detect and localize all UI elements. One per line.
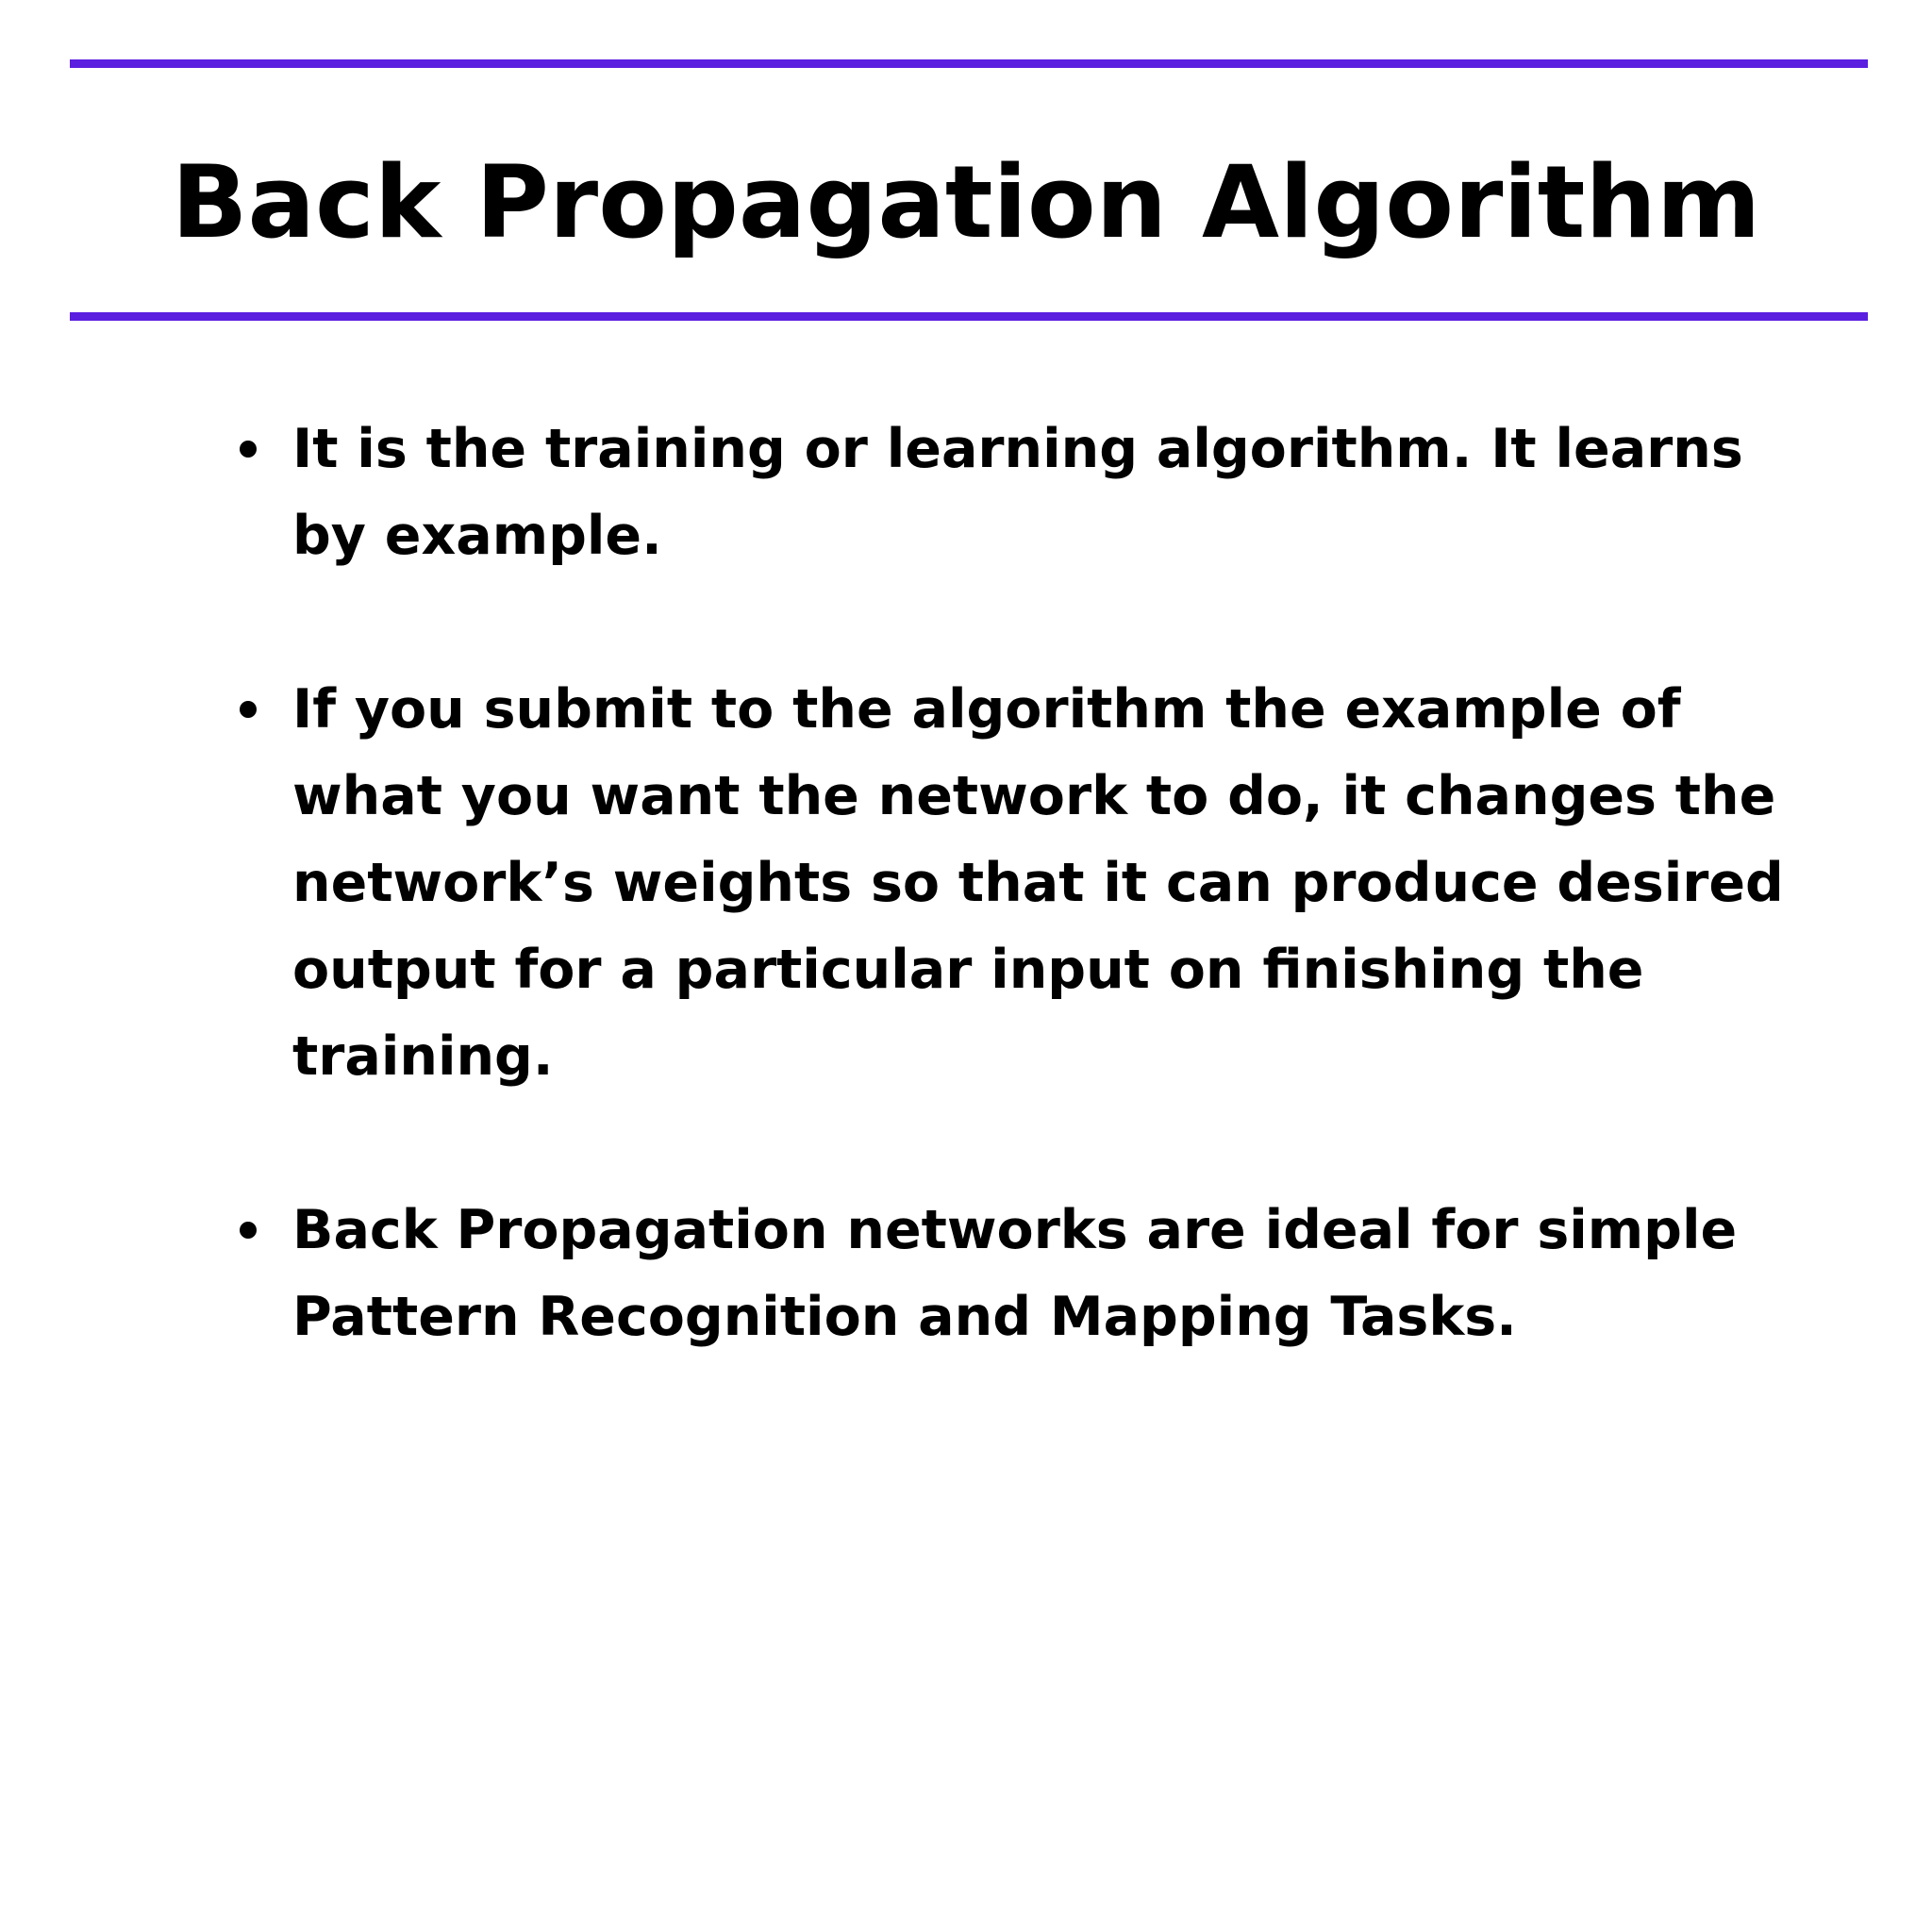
bottom-divider [70,312,1868,321]
list-item [240,406,1787,579]
list-item [240,666,1787,1100]
bullet-dot-icon [240,441,257,458]
page-title: Back Propagation Algorithm [171,144,1761,260]
list-item-text: It is the training or learning algorithm. It learns by example. [292,418,1743,567]
list-item-text: If you submit to the algorithm the example of what you want the network to do, it changes the network’s weights so that it can produce desired output for a particular input on finishing the training. [292,678,1784,1088]
list-item [240,1187,1787,1360]
bullet-dot-icon [240,1222,257,1239]
top-divider [70,59,1868,68]
list-item-text: Back Propagation networks are ideal for simple Pattern Recognition and Mapping Tasks. [292,1199,1738,1348]
bullet-dot-icon [240,701,257,718]
bullet-list [240,406,1787,1447]
